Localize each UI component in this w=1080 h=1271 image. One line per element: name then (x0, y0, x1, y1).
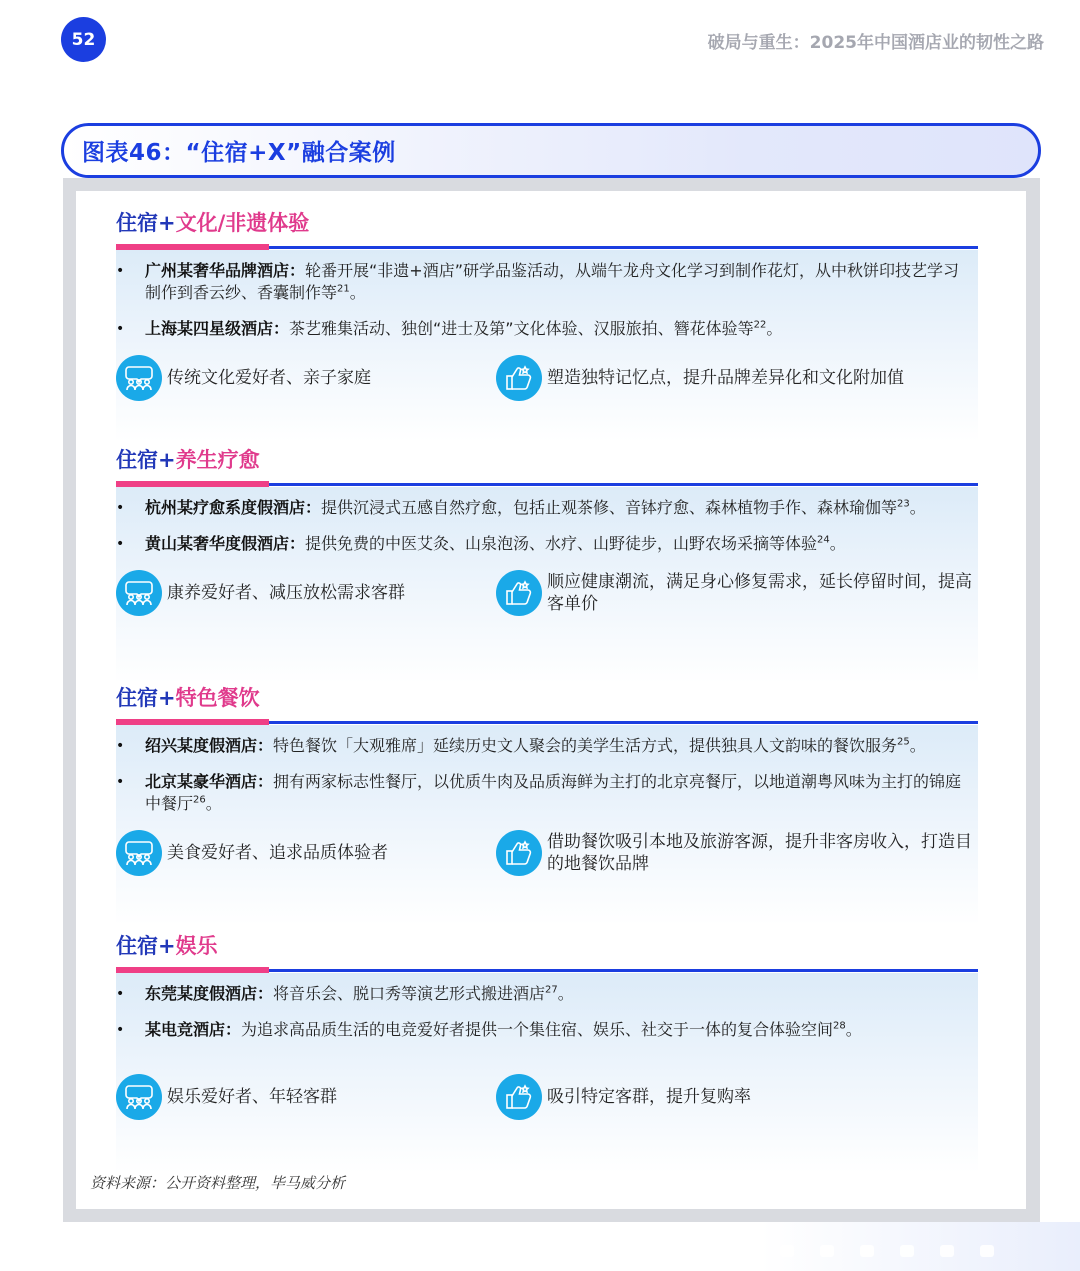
decor-dot (900, 1245, 914, 1257)
figure-title: 图表46：“住宿+X”融合案例 (82, 140, 396, 166)
people-group-icon (116, 830, 162, 876)
case-item: • 上海某四星级酒店：茶艺雅集活动、独创“进士及第”文化体验、汉服旅拍、簪花体验等$^{22}$。 (116, 318, 978, 340)
decor-dot (820, 1245, 834, 1257)
decor-dot (860, 1245, 874, 1257)
report-title: 破局与重生：2025年中国酒店业的韧性之路 (707, 33, 1044, 53)
case-item: • 广州某奢华品牌酒店：轮番开展“非遗+酒店”研学品鉴活动，从端午龙舟文化学习到制作花灯，从中秋饼印技艺学习制作到香云纱、香囊制作等$^{21}$。 (116, 260, 978, 304)
audience-tag: 美食爱好者、追求品质体验者 (116, 829, 388, 877)
case-item: • 黄山某奢华度假酒店：提供免费的中医艾灸、山泉泡汤、水疗、山野徒步，山野农场采摘等体验$^{24}$。 (116, 533, 978, 555)
page-number: 52 (61, 17, 106, 62)
case-item: • 绍兴某度假酒店：特色餐饮「大观雅席」延续历史文人聚会的美学生活方式，提供独具人文韵味的餐饮服务$^{25}$。 (116, 735, 978, 757)
value-tag: 借助餐饮吸引本地及旅游客源，提升非客房收入，打造目的地餐饮品牌 (496, 829, 978, 877)
thumbs-up-icon (496, 830, 542, 876)
figure-title-bar (61, 123, 1041, 178)
value-tag: 塑造独特记忆点，提升品牌差异化和文化附加值 (496, 354, 978, 402)
section-title: 住宿+养生疗愈 (116, 445, 978, 487)
case-item: • 某电竞酒店：为追求高品质生活的电竞爱好者提供一个集住宿、娱乐、社交于一体的复合体验空间$^{28}$。 (116, 1019, 978, 1041)
section-dining (116, 683, 978, 925)
section-entertainment (116, 931, 978, 1173)
source-note: 资料来源：公开资料整理，毕马威分析 (90, 1174, 346, 1192)
thumbs-up-icon (496, 570, 542, 616)
section-wellness (116, 445, 978, 683)
decor-dot (780, 1245, 794, 1257)
section-title: 住宿+特色餐饮 (116, 683, 978, 725)
decor-dot (980, 1245, 994, 1257)
audience-tag: 传统文化爱好者、亲子家庭 (116, 354, 371, 402)
decor-dot (940, 1245, 954, 1257)
case-item: • 东莞某度假酒店：将音乐会、脱口秀等演艺形式搬进酒店$^{27}$。 (116, 983, 978, 1005)
thumbs-up-icon (496, 1074, 542, 1120)
section-culture (116, 208, 978, 442)
case-item: • 北京某豪华酒店：拥有两家标志性餐厅，以优质牛肉及品质海鲜为主打的北京亮餐厅，以地道潮粤风味为主打的锦庭中餐厅$^{26}$。 (116, 771, 978, 815)
footer-decoration (760, 1222, 1080, 1271)
people-group-icon (116, 355, 162, 401)
people-group-icon (116, 1074, 162, 1120)
thumbs-up-icon (496, 355, 542, 401)
value-tag: 吸引特定客群，提升复购率 (496, 1073, 978, 1121)
people-group-icon (116, 570, 162, 616)
value-tag: 顺应健康潮流，满足身心修复需求，延长停留时间，提高客单价 (496, 569, 978, 617)
section-title: 住宿+娱乐 (116, 931, 978, 973)
section-title: 住宿+文化/非遗体验 (116, 208, 978, 250)
audience-tag: 康养爱好者、减压放松需求客群 (116, 569, 405, 617)
case-item: • 杭州某疗愈系度假酒店：提供沉浸式五感自然疗愈，包括止观茶修、音钵疗愈、森林植物手作、森林瑜伽等$^{23}$。 (116, 497, 978, 519)
audience-tag: 娱乐爱好者、年轻客群 (116, 1073, 337, 1121)
